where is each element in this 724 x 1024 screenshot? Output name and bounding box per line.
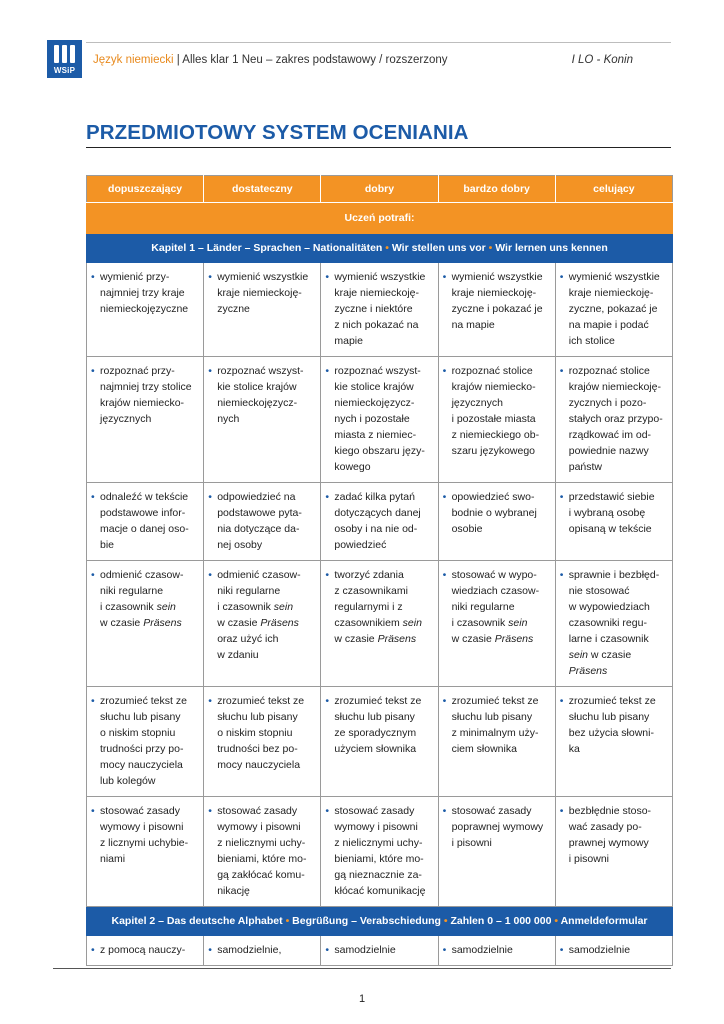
criterion-text: wymienić wszystkie kraje niemieckoję- zyczne xyxy=(217,271,309,315)
bullet-icon: • xyxy=(559,491,564,503)
bullet-icon: • xyxy=(325,695,330,707)
bullet-icon: • xyxy=(208,365,212,377)
bullet-icon: • xyxy=(442,271,447,283)
chapter-row xyxy=(87,234,673,263)
criterion-cell xyxy=(204,687,321,797)
header-subject: Język niemiecki xyxy=(93,54,174,66)
criterion-cell xyxy=(555,687,672,797)
criterion-text: stosować zasady wymowy i pisowni z nielicznymi uchy- bieniami, które mo- gą zakłócać komu- nikację xyxy=(217,805,307,897)
grade-header: dobry xyxy=(321,176,438,203)
grade-header: dostateczny xyxy=(204,176,321,203)
header-rule xyxy=(86,42,671,43)
criterion-cell xyxy=(204,357,321,483)
criterion-cell xyxy=(438,357,555,483)
grading-table xyxy=(86,175,673,966)
criterion-text: wymienić przy- najmniej trzy kraje niemieckojęzyczne xyxy=(100,271,189,315)
grade-header: celujący xyxy=(555,176,672,203)
bullet-icon: • xyxy=(559,569,564,581)
footer-rule xyxy=(53,968,671,969)
criterion-cell xyxy=(87,357,204,483)
criterion-cell xyxy=(438,561,555,687)
table-row xyxy=(87,357,673,483)
criterion-text: samodzielnie xyxy=(568,944,631,956)
criterion-cell xyxy=(555,263,672,357)
header-course: Alles klar 1 Neu – zakres podstawowy / rozszerzony xyxy=(182,54,448,66)
bullet-icon: • xyxy=(91,569,95,581)
criterion-cell xyxy=(555,561,672,687)
table-row xyxy=(87,561,673,687)
criterion-text: przedstawić siebie i wybraną osobę opisaną w tekście xyxy=(568,491,655,535)
criterion-text: rozpoznać wszyst- kie stolice krajów niemieckojęzycz- nych xyxy=(217,365,304,425)
bullet-icon: • xyxy=(91,271,95,283)
criterion-cell xyxy=(321,357,438,483)
criterion-text: bezbłędnie stoso- wać zasady po- prawnej wymowy i pisowni xyxy=(568,805,652,865)
criterion-text: zrozumieć tekst ze słuchu lub pisany z minimalnym uży- ciem słownika xyxy=(451,695,539,755)
bullet-icon: • xyxy=(325,365,330,377)
criterion-cell: • z pomocą nauczy- xyxy=(87,936,204,966)
criterion-cell xyxy=(87,483,204,561)
criterion-text: odmienić czasow- niki regularne i czasownik sein w czasie Präsens oraz użyć ich w zdaniu xyxy=(217,569,301,661)
subheader: Uczeń potrafi: xyxy=(87,203,673,234)
criterion-cell: • samodzielnie xyxy=(555,936,672,966)
criterion-text: stosować zasady wymowy i pisowni z nielicznymi uchy- bieniami, które mo- gą nieznacznie za- kłócać komunikację xyxy=(334,805,426,897)
logo-mark-icon xyxy=(54,45,75,63)
criterion-text: odnaleźć w tekście podstawowe infor- macje o danej oso- bie xyxy=(100,491,189,551)
bullet-icon: • xyxy=(442,491,447,503)
criterion-text: rozpoznać przy- najmniej trzy stolice krajów niemiecko- języcznych xyxy=(100,365,192,425)
bullet-icon: • xyxy=(208,271,212,283)
header-separator: | xyxy=(173,54,183,66)
criterion-cell xyxy=(555,483,672,561)
criterion-text: rozpoznać stolice krajów niemieckoję- zycznych i pozo- stałych oraz przypo- rządkować im od- powiednie nazwy państw xyxy=(568,365,663,473)
criterion-cell xyxy=(204,263,321,357)
bullet-icon: • xyxy=(208,569,212,581)
criterion-text: samodzielnie, xyxy=(217,944,282,956)
criterion-text: sprawnie i bezbłęd- nie stosować w wypowiedziach czasowniki regu- larne i czasownik sein w czasie Präsens xyxy=(568,569,660,677)
criterion-text: stosować zasady poprawnej wymowy i pisowni xyxy=(451,805,544,849)
criterion-cell xyxy=(438,483,555,561)
table-row xyxy=(87,483,673,561)
criterion-cell xyxy=(321,263,438,357)
criterion-cell xyxy=(438,263,555,357)
table-row xyxy=(87,687,673,797)
criterion-text: stosować zasady wymowy i pisowni z licznymi uchybie- niami xyxy=(100,805,189,865)
criterion-cell xyxy=(204,483,321,561)
bullet-icon: • xyxy=(325,805,330,817)
criterion-cell xyxy=(321,797,438,907)
bullet-icon: • xyxy=(559,695,564,707)
grade-header: dopuszczający xyxy=(87,176,204,203)
criterion-cell xyxy=(438,797,555,907)
bullet-icon: • xyxy=(559,805,564,817)
wsip-logo xyxy=(47,40,82,78)
bullet-icon: • xyxy=(325,491,330,503)
bullet-icon: • xyxy=(559,365,564,377)
criterion-cell xyxy=(321,687,438,797)
criterion-text: odmienić czasow- niki regularne i czasownik sein w czasie Präsens xyxy=(100,569,184,629)
bullet-icon: • xyxy=(91,365,95,377)
criterion-text: wymienić wszystkie kraje niemieckoję- zyczne i pokazać je na mapie xyxy=(451,271,543,331)
table-row xyxy=(87,263,673,357)
criterion-cell xyxy=(204,797,321,907)
criterion-text: zrozumieć tekst ze słuchu lub pisany o niskim stopniu trudności przy po- mocy nauczyciela lub kolegów xyxy=(100,695,187,787)
criterion-cell xyxy=(438,687,555,797)
criterion-text: zrozumieć tekst ze słuchu lub pisany o niskim stopniu trudności bez po- mocy nauczyciela xyxy=(217,695,305,771)
grade-header-row xyxy=(87,176,673,203)
table-row xyxy=(87,797,673,907)
bullet-icon: • xyxy=(91,491,95,503)
criterion-cell xyxy=(321,561,438,687)
page-title: PRZEDMIOTOWY SYSTEM OCENIANIA xyxy=(86,121,469,144)
criterion-text: wymienić wszystkie kraje niemieckoję- zyczne, pokazać je na mapie i podać ich stolice xyxy=(568,271,660,347)
criterion-text: rozpoznać stolice krajów niemiecko- języcznych i pozostałe miasta z niemieckiego ob- szaru językowego xyxy=(451,365,540,457)
criterion-cell xyxy=(87,561,204,687)
running-header xyxy=(93,54,633,66)
criterion-cell: • samodzielnie, xyxy=(204,936,321,966)
header-school: I LO - Konin xyxy=(571,54,633,66)
criterion-cell xyxy=(204,561,321,687)
criterion-text: stosować w wypo- wiedziach czasow- niki regularne i czasownik sein w czasie Präsens xyxy=(451,569,540,645)
subheader-row xyxy=(87,203,673,234)
chapter-title: Kapitel 1 – Länder – Sprachen – Nationalitäten • Wir stellen uns vor • Wir lernen uns kennen xyxy=(87,234,673,263)
bullet-icon: • xyxy=(442,569,447,581)
criterion-text: zadać kilka pytań dotyczących danej osoby i na nie od- powiedzieć xyxy=(334,491,421,551)
criterion-text: samodzielnie xyxy=(451,944,513,956)
criterion-text: odpowiedzieć na podstawowe pyta- nia dotyczące da- nej osoby xyxy=(217,491,302,551)
page-number: 1 xyxy=(358,993,366,1005)
table-row xyxy=(87,936,673,966)
criterion-cell: • samodzielnie xyxy=(321,936,438,966)
bullet-icon: • xyxy=(325,569,330,581)
criterion-cell xyxy=(87,797,204,907)
criterion-text: wymienić wszystkie kraje niemieckoję- zyczne i niektóre z nich pokazać na mapie xyxy=(334,271,426,347)
bullet-icon: • xyxy=(208,695,212,707)
criterion-cell xyxy=(321,483,438,561)
bullet-icon: • xyxy=(91,805,95,817)
chapter-row xyxy=(87,907,673,936)
title-rule xyxy=(86,147,671,148)
criterion-cell xyxy=(87,687,204,797)
criterion-text: zrozumieć tekst ze słuchu lub pisany bez użycia słowni- ka xyxy=(568,695,656,755)
criterion-text: rozpoznać wszyst- kie stolice krajów niemieckojęzycz- nych i pozostałe miasta z niemiec- kiego obszaru języ- kowego xyxy=(334,365,425,473)
criterion-text: samodzielnie xyxy=(334,944,396,956)
criterion-cell: • samodzielnie xyxy=(438,936,555,966)
bullet-icon: • xyxy=(442,805,447,817)
bullet-icon: • xyxy=(208,805,212,817)
logo-text: WSiP xyxy=(53,66,76,75)
criterion-cell xyxy=(555,357,672,483)
bullet-icon: • xyxy=(325,271,330,283)
criteria-rows xyxy=(87,263,673,907)
criterion-text: zrozumieć tekst ze słuchu lub pisany ze sporadycznym użyciem słownika xyxy=(334,695,422,755)
criterion-text: z pomocą nauczy- xyxy=(100,944,186,956)
bullet-icon: • xyxy=(442,365,447,377)
bullet-icon: • xyxy=(91,695,95,707)
chapter-title: Kapitel 2 – Das deutsche Alphabet • Begrüßung – Verabschiedung • Zahlen 0 – 1 000 000 • Anmeldeformular xyxy=(87,907,673,936)
criterion-cell xyxy=(87,263,204,357)
grade-header: bardzo dobry xyxy=(438,176,555,203)
criterion-text: opowiedzieć swo- bodnie o wybranej osobie xyxy=(451,491,537,535)
bullet-icon: • xyxy=(559,271,564,283)
criterion-cell xyxy=(555,797,672,907)
bullet-icon: • xyxy=(442,695,447,707)
criterion-text: tworzyć zdania z czasownikami regularnymi i z czasownikiem sein w czasie Präsens xyxy=(334,569,422,645)
bullet-icon: • xyxy=(208,491,212,503)
